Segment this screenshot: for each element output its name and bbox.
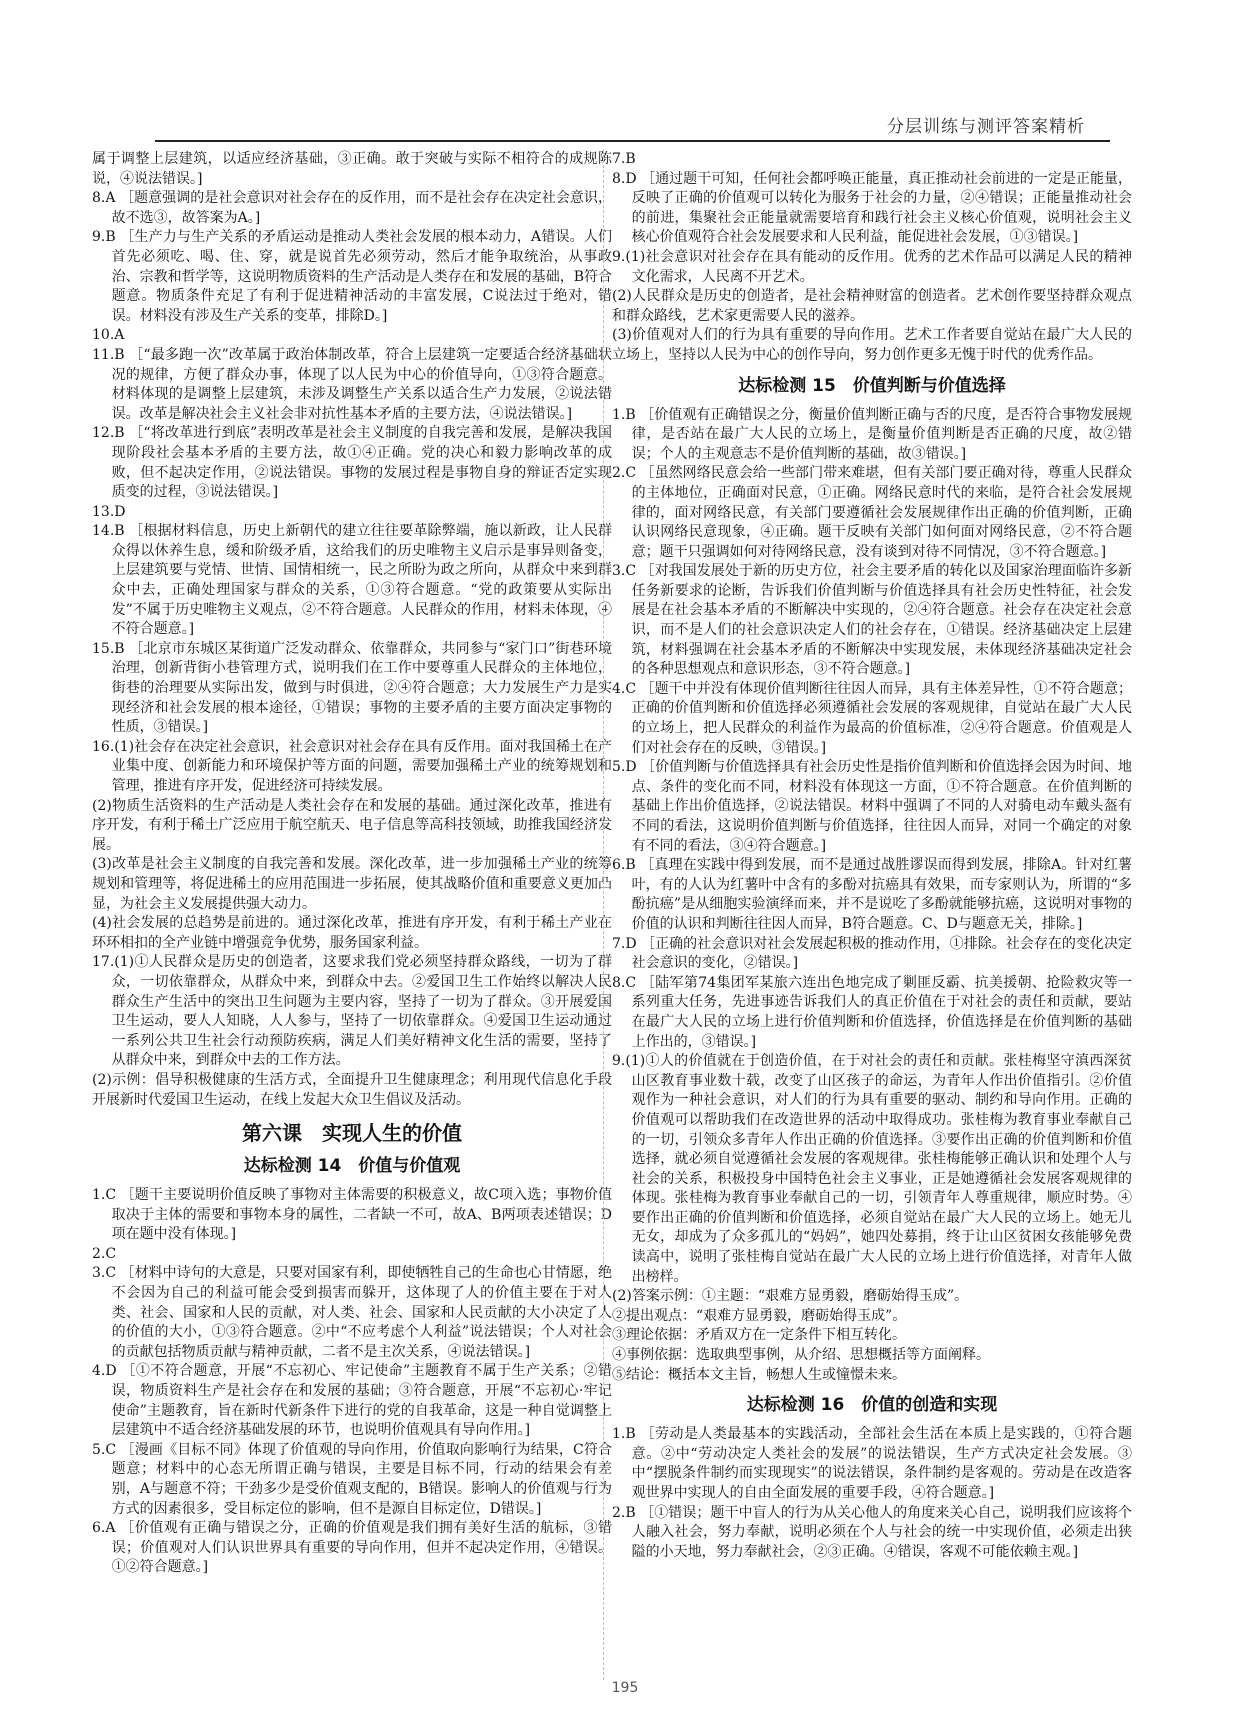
- answer-item: 6.A ［价值观有正确与错误之分，正确的价值观是我们拥有美好生活的航标，③错误；价值观对人们认识世界具有重要的导向作用，但并不起决定作用，④错误。①②符合题意。]: [92, 1520, 612, 1576]
- answer-item: 8.C ［陆军第74集团军某旅六连出色地完成了剿匪反霸、抗美援朝、抢险救灾等一系列重大任务，先进事迹告诉我们人的真正价值在于对社会的责任和贡献，要站在最广大人民的立场上进行价值判断和价值选择，价值选择是在价值判断的基础上作出的，③错误。]: [612, 974, 1132, 1050]
- answer-paragraph: ③理论依据：矛盾双方在一定条件下相互转化。: [612, 1327, 906, 1344]
- answer-item: 15.B ［北京市东城区某街道广泛发动群众、依靠群众，共同参与“家门口”街巷环境治理，创新背街小巷管理方式，说明我们在工作中要尊重人民群众的主体地位，街巷的治理要从实际出发，做到与时俱进，②④符合题意；大力发展生产力是实现经济和社会发展的根本途径，①错误；事物的主要矛盾的主要方面决定事物的性质，③错误。]: [92, 640, 612, 736]
- answer-item: 16.(1)社会存在决定社会意识，社会意识对社会存在具有反作用。面对我国稀土在产业集中度、创新能力和环境保护等方面的问题，需要加强稀土产业的统筹规划和管理，推进有序开发，促进经济可持续发展。: [92, 738, 612, 794]
- answer-item: 4.C ［题干中并没有体现价值判断往往因人而异，具有主体差异性，①不符合题意；正确的价值判断和价值选择必须遵循社会发展的客观规律，自觉站在最广大人民的立场上，把人民群众的利益作为最高的价值标准，②④符合题意。价值观是人们对社会存在的反映，③错误。]: [612, 680, 1132, 756]
- answer-paragraph: ④事例依据：选取典型事例，从介绍、思想概括等方面阐释。: [612, 1347, 990, 1364]
- answer-item: 3.C ［对我国发展处于新的历史方位，社会主要矛盾的转化以及国家治理面临许多新任务新要求的论断，告诉我们价值判断与价值选择具有社会历史性特征，社会发展是在社会基本矛盾的不断解决中实现的，②④符合题意。社会存在决定社会意识，而不是人们的社会意识决定人们的社会存在，①错误。经济基础决定上层建筑，材料强调在社会基本矛盾的不断解决中实现发展，未体现经济基础决定社会的各种思想观点和意识形态，③不符合题意。]: [612, 563, 1132, 678]
- answer-paragraph: 属于调整上层建筑，以适应经济基础，③正确。敢于突破与实际不相符合的成规陈说，④说法错误。]: [92, 151, 612, 187]
- answer-item: 2.C: [92, 1245, 117, 1262]
- answer-item: 9.(1)①人的价值就在于创造价值，在于对社会的责任和贡献。张桂梅坚守滇西深贫山区教育事业数十载，改变了山区孩子的命运，为青年人作出价值指引。②价值观作为一种社会意识，对人们的行为具有重要的驱动、制约和导向作用。正确的价值观可以帮助我们在改造世界的活动中取得成功。张桂梅为教育事业奉献自己的一切，引领众多青年人作出正确的价值选择。③要作出正确的价值判断和价值选择，就必须自觉遵循社会发展的客观规律。张桂梅能够正确认识和处理个人与社会的关系，积极投身中国特色社会主义事业，正是她遵循社会发展客观规律的体现。张桂梅为教育事业奉献自己的一切，引领青年人尊重规律，顺应时势。④要作出正确的价值判断和价值选择，必须自觉站在最广大人民的立场上。她无儿无女，却成为了众多孤儿的“妈妈”，她四处募捐，终于让山区贫困女孩能够免费读高中，说明了张桂梅自觉站在最广大人民的立场上进行价值选择，对青年人做出榜样。: [612, 1053, 1132, 1285]
- answer-paragraph: ⑤结论：概括本文主旨，畅想人生或憧憬未来。: [612, 1366, 906, 1383]
- answer-item: 12.B ［“将改革进行到底”表明改革是社会主义制度的自我完善和发展，是解决我国现阶段社会基本矛盾的主要方法，故①④正确。党的决心和毅力影响改革的成败，但不起决定作用，②说法错误。事物的发展过程是事物自身的辩证否定实现质变的过程，③说法错误。]: [92, 425, 612, 501]
- section-heading: 达标检测 15 价值判断与价值选择: [738, 375, 1006, 396]
- answer-paragraph: (4)社会发展的总趋势是前进的。通过深化改革，推进有序开发，有利于稀土产业在环环相扣的全产业链中增强竞争优势，服务国家利益。: [92, 915, 612, 951]
- answer-paragraph: (2)人民群众是历史的创造者，是社会精神财富的创造者。艺术创作要坚持群众观点和群众路线，艺术家更需要人民的滋养。: [612, 288, 1132, 324]
- section-heading: 达标检测 16 价值的创造和实现: [746, 1395, 998, 1416]
- page-number: 195: [611, 1680, 639, 1696]
- answer-item: 6.B ［真理在实践中得到发展，而不是通过战胜谬误而得到发展，排除A。针对红薯叶，有的人认为红薯叶中含有的多酚对抗癌具有效果，而专家则认为，所谓的“多酚抗癌”是从细胞实验演绎而来，并不是说吃了多酚就能够抗癌，这说明对事物的价值的认识和判断往往因人而异，B符合题意。C、D与题意无关，排除。]: [612, 857, 1132, 932]
- answer-item: 7.D ［正确的社会意识对社会发展起积极的推动作用，①排除。社会存在的变化决定社会意识的变化，②错误。]: [612, 935, 1132, 972]
- answer-item: 2.C ［虽然网络民意会给一些部门带来难堪，但有关部门要正确对待，尊重人民群众的主体地位，正确面对民意，①正确。网络民意时代的来临，是符合社会发展规律的，面对网络民意，有关部门要遵循社会发展规律作出正确的价值判断，正确认识网络民意现象，④正确。题干反映有关部门如何面对网络民意，②不符合题意；题干只强调如何对待网络民意，没有谈到对待不同情况，③不符合题意。]: [612, 465, 1132, 560]
- answer-item: 3.C ［材料中诗句的大意是，只要对国家有利，即使牺牲自己的生命也心甘情愿，绝不会因为自己的利益可能会受到损害而躲开，这体现了人的价值主要在于对人类、社会、国家和人民的贡献，对人类、社会、国家和人民贡献的大小决定了人的价值的大小，①③符合题意。②中“不应考虑个人利益”说法错误；个人对社会的贡献包括物质贡献与精神贡献，二者不是主次关系，④说法错误。]: [92, 1265, 612, 1360]
- right-column: [612, 150, 1132, 1690]
- answer-item: 8.A ［题意强调的是社会意识对社会存在的反作用，而不是社会存在决定社会意识，故不选③，故答案为A。]: [92, 190, 612, 226]
- answer-item: 2.B ［①错误；题干中盲人的行为从关心他人的角度来关心自己，说明我们应该将个人融入社会，努力奉献，说明必须在个人与社会的统一中实现价值，必须走出狭隘的小天地，努力奉献社会，②③正确。④错误，客观不可能依赖主观。]: [612, 1504, 1132, 1560]
- answer-item: 9.(1)社会意识对社会存在具有能动的反作用。优秀的艺术作品可以满足人民的精神文化需求，人民离不开艺术。: [612, 248, 1132, 285]
- answer-paragraph: (2)物质生活资料的生产活动是人类社会存在和发展的基础。通过深化改革，推进有序开发，有利于稀土广泛应用于航空航天、电子信息等高科技领域，助推我国经济发展。: [92, 797, 612, 853]
- header-rule: [155, 140, 1110, 142]
- answer-item: 14.B ［根据材料信息，历史上新朝代的建立往往要革除弊端，施以新政，让人民群众得以休养生息，缓和阶级矛盾，这给我们的历史唯物主义启示是事异则备变，上层建筑要与党情、世情、国情相统一，民之所盼为政之所向，从群众中来到群众中去，正确处理国家与群众的关系，①③符合题意。“党的政策要从实际出发”不属于历史唯物主义观点，②不符合题意。人民群众的作用，材料未体现，④不符合题意。]: [92, 523, 612, 638]
- answer-item: 1.B ［劳动是人类最基本的实践活动，全部社会生活在本质上是实践的，①符合题意。②中“劳动决定人类社会的发展”的说法错误，生产方式决定社会发展。③中“摆脱条件制约而实现现实”的说法错误，条件制约是客观的。劳动是在改造客观世界中实现人的自由全面发展的重要手段，④符合题意。]: [612, 1426, 1132, 1501]
- answer-item: 5.D ［价值判断与价值选择具有社会历史性是指价值判断和价值选择会因为时间、地点、条件的变化而不同，材料没有体现这一方面，①不符合题意。在价值判断的基础上作出价值选择，②说法错误。材料中强调了不同的人对骑电动车戴头盔有不同的看法，这说明价值判断与价值选择，往往因人而异，对同一个确定的对象有不同的看法，③④符合题意。]: [612, 759, 1132, 854]
- answer-paragraph: (3)改革是社会主义制度的自我完善和发展。深化改革，进一步加强稀土产业的统筹规划和管理等，将促进稀土的应用范围进一步拓展，使其战略价值和重要意义更加凸显，为社会主义发展提供强大动力。: [92, 856, 612, 912]
- answer-item: 13.D: [92, 503, 126, 520]
- answer-paragraph: (3)价值观对人们的行为具有重要的导向作用。艺术工作者要自觉站在最广大人民的立场上，坚持以人民为中心的创作导向，努力创作更多无愧于时代的优秀作品。: [612, 327, 1132, 363]
- page-header: 分层训练与测评答案精析: [887, 117, 1085, 137]
- answer-item: 1.B ［价值观有正确错误之分，衡量价值判断正确与否的尺度，是否符合事物发展规律，是否站在最广大人民的立场上，是衡量价值判断是否正确的尺度，故②错误；个人的主观意志不是价值判断的基础，故③错误。]: [612, 406, 1132, 462]
- lesson-heading: 第六课 实现人生的价值: [242, 1121, 462, 1146]
- answer-item: 9.B ［生产力与生产关系的矛盾运动是推动人类社会发展的根本动力，A错误。人们首先必须吃、喝、住、穿，就是说首先必须劳动，然后才能争取统治，从事政治、宗教和哲学等，这说明物质资料的生产活动是人类存在和发展的基础，B符合题意。物质条件充足了有利于促进精神活动的丰富发展，C说法过于绝对，错误。材料没有涉及生产关系的变革，排除D。]: [92, 229, 612, 324]
- answer-paragraph: (2)示例：倡导积极健康的生活方式，全面提升卫生健康理念；利用现代信息化手段开展新时代爱国卫生运动，在线上发起大众卫生倡议及活动。: [92, 1071, 612, 1108]
- answer-item: 17.(1)①人民群众是历史的创造者，这要求我们党必须坚持群众路线，一切为了群众，一切依靠群众，从群众中来，到群众中去。②爱国卫生工作始终以解决人民群众生产生活中的突出卫生问题为主要内容，坚持了一切为了群众。③开展爱国卫生运动，要人人知晓，人人参与，坚持了一切依靠群众。④爱国卫生运动通过一系列公共卫生社会行动预防疾病，满足人们美好精神文化生活的需要，坚持了从群众中来，到群众中去的工作方法。: [92, 954, 612, 1069]
- answer-item: 5.C ［漫画《目标不同》体现了价值观的导向作用，价值取向影响行为结果，C符合题意；材料中的心态无所谓正确与错误，主要是目标不同，行动的结果会有差别，A与题意不符；干劲多少是受价值观支配的，B错误。影响人的价值观与行为方式的因素很多，受目标定位的影响，但不是源自目标定位，D错误。]: [92, 1441, 612, 1517]
- answer-item: 11.B ［“最多跑一次”改革属于政治体制改革，符合上层建筑一定要适合经济基础状况的规律，方便了群众办事，体现了以人民为中心的价值导向，①③符合题意。材料体现的是调整上层建筑，未涉及调整生产关系以适合生产力发展，②说法错误。改革是解决社会主义社会非对抗性基本矛盾的主要方法，④说法错误。]: [92, 346, 612, 422]
- answer-paragraph: (2)答案示例：①主题：“艰难方显勇毅，磨砺始得玉成”。: [612, 1288, 969, 1305]
- answer-paragraph: ②提出观点：“艰难方显勇毅，磨砺始得玉成”。: [612, 1307, 907, 1324]
- answer-item: 4.D ［①不符合题意，开展“不忘初心、牢记使命”主题教育不属于生产关系；②错误，物质资料生产是社会存在和发展的基础；③符合题意，开展“不忘初心·牢记使命”主题教育，旨在新时代新条件下进行的党的自我革命，这是一种自觉调整上层建筑中不适合经济基础发展的环节，也说明价值观具有导向作用。]: [92, 1363, 612, 1439]
- answer-item: 7.B: [612, 151, 636, 167]
- left-column: [92, 150, 612, 1690]
- answer-item: 1.C ［题干主要说明价值反映了事物对主体需要的积极意义，故C项入选；事物价值取决于主体的需要和事物本身的属性，二者缺一不可，故A、B两项表述错误；D项在题中没有体现。]: [92, 1187, 612, 1243]
- answer-item: 10.A: [92, 327, 125, 344]
- answer-item: 8.D ［通过题干可知，任何社会都呼唤正能量，真正推动社会前进的一定是正能量，反映了正确的价值观可以转化为服务于社会的力量，②④错误；正能量推动社会的前进，集聚社会正能量就需要培育和践行社会主义核心价值观，说明社会主义核心价值观符合社会发展要求和人民利益，能促进社会发展，①③错误。]: [612, 170, 1132, 246]
- column-divider: [603, 150, 604, 1680]
- section-heading: 达标检测 14 价值与价值观: [243, 1156, 461, 1177]
